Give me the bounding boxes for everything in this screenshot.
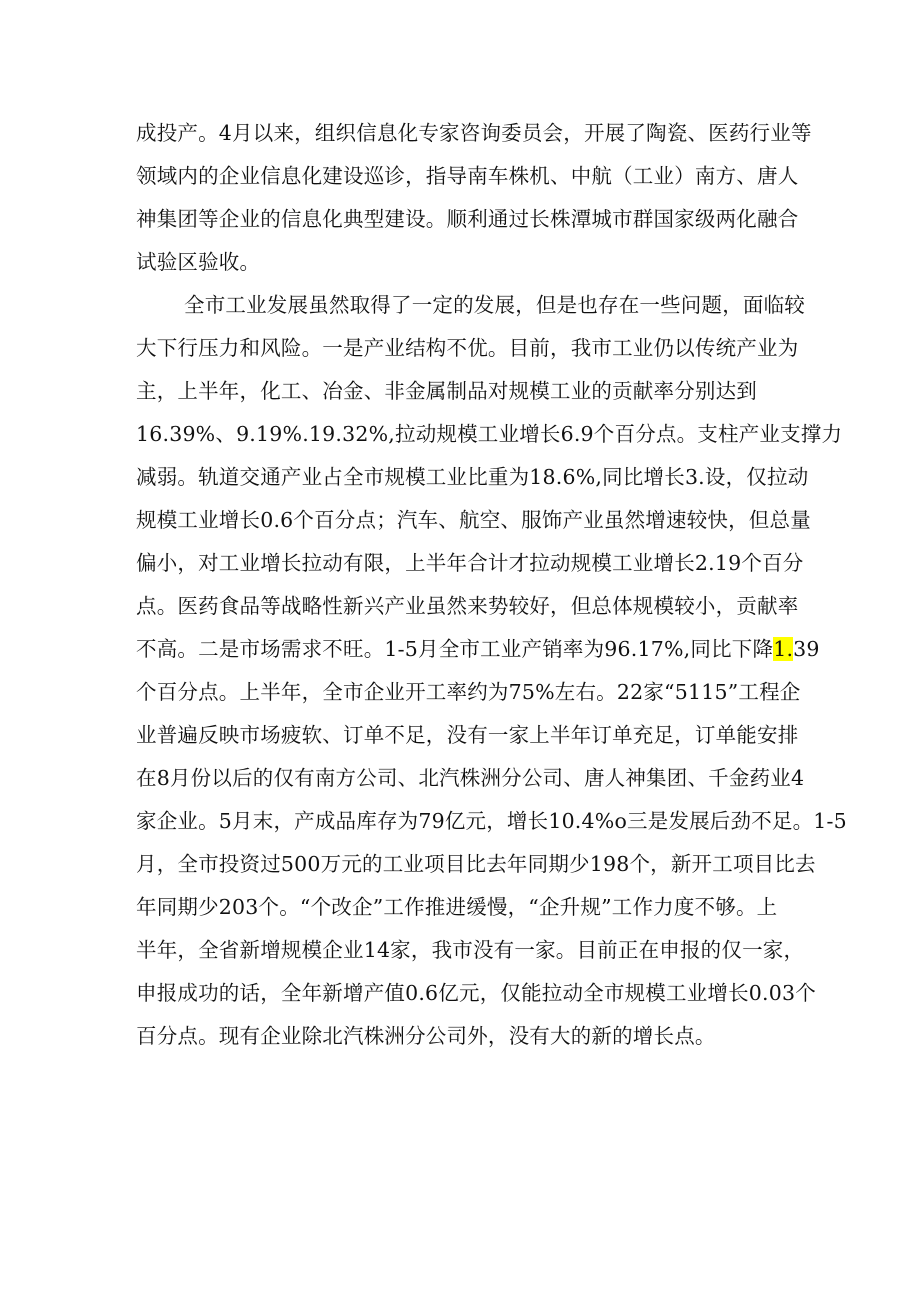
paragraph-1-line-4: 试验区验收。	[136, 250, 261, 274]
paragraph-2-line-1: 全市工业发展虽然取得了一定的发展，但是也存在一些问题，面临较	[184, 293, 805, 317]
paragraph-1-line-1: 成投产。4月以来，组织信息化专家咨询委员会，开展了陶瓷、医药行业等	[136, 121, 812, 145]
paragraph-2-line-11: 业普遍反映市场疲软、订单不足，没有一家上半年订单充足，订单能安排	[136, 723, 799, 747]
paragraph-1-line-3: 神集团等企业的信息化典型建设。顺利通过长株潭城市群国家级两化融合	[136, 207, 799, 231]
paragraph-2-line-15: 年同期少203个。“个改企”工作推进缓慢，“企升规”工作力度不够。上	[136, 895, 778, 919]
paragraph-2-line-14: 月，全市投资过500万元的工业项目比去年同期少198个，新开工项目比去	[136, 852, 816, 876]
paragraph-2-line-9	[136, 628, 820, 671]
paragraph-2-line-2: 大下行压力和风险。一是产业结构不优。目前，我市工业仍以传统产业为	[136, 336, 799, 360]
paragraph-2-line-8: 点。医药食品等战略性新兴产业虽然来势较好，但总体规模较小，贡献率	[136, 594, 799, 618]
paragraph-1-line-2: 领域内的企业信息化建设巡诊，指导南车株机、中航（工业）南方、唐人	[136, 164, 799, 188]
paragraph-2-line-16: 半年，全省新增规模企业14家，我市没有一家。目前正在申报的仅一家，	[136, 938, 805, 962]
paragraph-2-line-12: 在8月份以后的仅有南方公司、北汽株洲分公司、唐人神集团、千金药业4	[136, 766, 805, 790]
paragraph-2-line-5: 减弱。轨道交通产业占全市规模工业比重为18.6%,同比增长3.设，仅拉动	[136, 465, 809, 489]
paragraph-2-line-7: 偏小，对工业增长拉动有限，上半年合计才拉动规模工业增长2.19个百分	[136, 551, 804, 575]
line-text-before-highlight: 不高。二是市场需求不旺。1-5月全市工业产销率为96.17%,同比下降	[136, 637, 774, 661]
paragraph-2-line-3: 主，上半年，化工、冶金、非金属制品对规模工业的贡献率分别达到	[136, 379, 757, 403]
line-text-after-highlight: 39	[793, 637, 820, 661]
paragraph-2-line-10: 个百分点。上半年，全市企业开工率约为75%左右。22家“5115”工程企	[136, 680, 801, 704]
document-body	[136, 112, 847, 1058]
paragraph-2-line-6: 规模工业增长0.6个百分点；汽车、航空、服饰产业虽然增速较快，但总量	[136, 508, 811, 532]
paragraph-2-line-4: 16.39%、9.19%.19.32%,拉动规模工业增长6.9个百分点。支柱产业支撑力	[136, 422, 843, 446]
paragraph-2-line-13: 家企业。5月末，产成品库存为79亿元，增长10.4%o三是发展后劲不足。1-5	[136, 809, 847, 833]
highlighted-text: 1.	[773, 637, 794, 661]
paragraph-2-line-18: 百分点。现有企业除北汽株洲分公司外，没有大的新的增长点。	[136, 1024, 716, 1048]
paragraph-2-line-17: 申报成功的话，全年新增产值0.6亿元，仅能拉动全市规模工业增长0.03个	[136, 981, 816, 1005]
